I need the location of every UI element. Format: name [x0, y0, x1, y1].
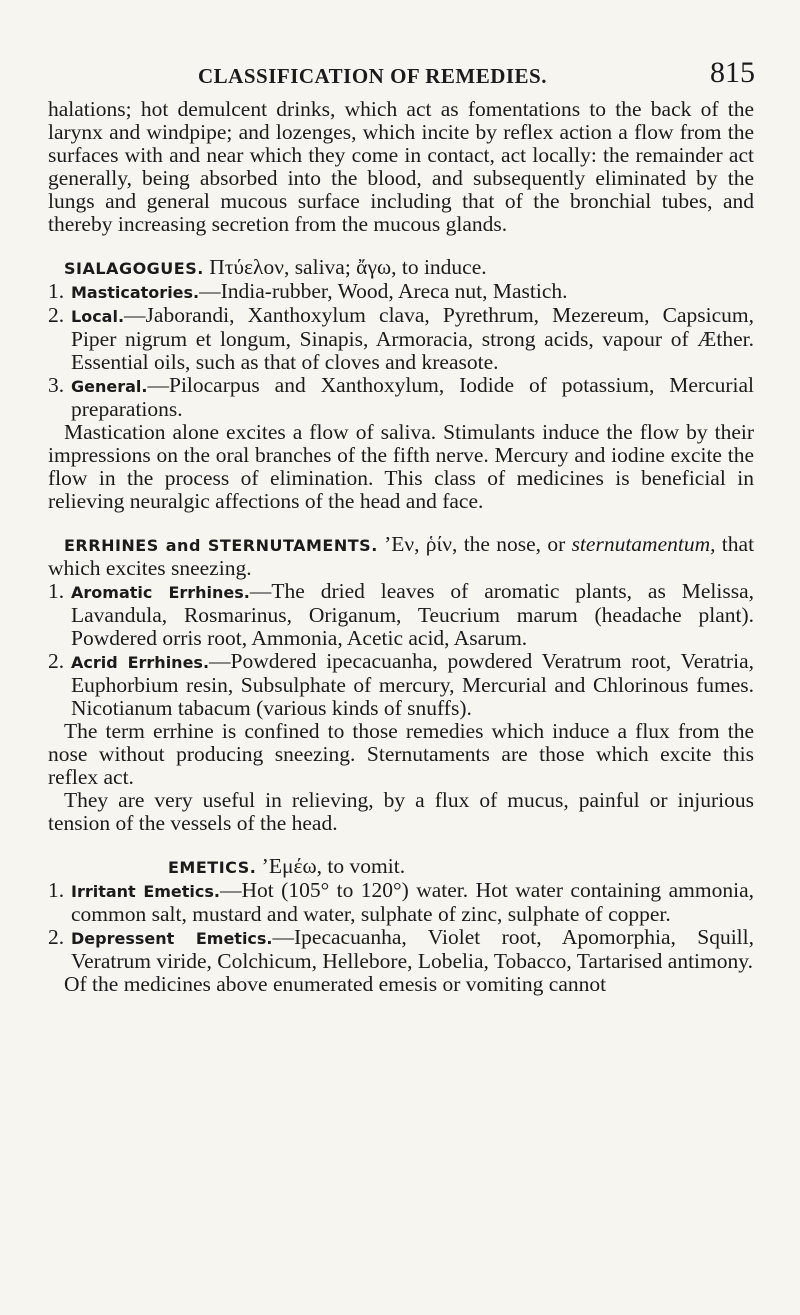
list-item-label: General. — [71, 377, 148, 396]
sialagogues-paragraph: Mastication alone excites a flow of saliva. Stimulants induce the flow by their impressions on the oral branches of the fifth nerve. Mercury and iodine excite the flow in the process of elimination. This class of medicines is beneficial in relieving neuralgic affections of the head and face. — [48, 420, 754, 513]
list-item — [48, 374, 754, 421]
list-item-number: 3. — [48, 373, 65, 397]
page-header — [0, 58, 800, 98]
running-head: CLASSIFICATION OF REMEDIES. — [198, 64, 547, 88]
list-item-label: Irritant Emetics. — [71, 882, 220, 901]
list-item-number: 1. — [48, 279, 65, 303]
emetics-heading: EMETICS. — [168, 858, 257, 877]
list-item — [48, 280, 754, 304]
page-body — [48, 98, 754, 996]
list-item-label: Local. — [71, 307, 125, 326]
sialagogues-heading: SIALAGOGUES. — [64, 259, 204, 278]
emetics-paragraph: Of the medicines above enumerated emesis or vomiting cannot — [64, 972, 607, 996]
errhines-etymology-tail: that which excites sneezing. — [48, 532, 755, 580]
list-item-number: 2. — [48, 925, 65, 949]
errhines-etymology: ’Εν, ῥίν, the nose, or — [384, 532, 566, 556]
emetics-etymology: ’Εμέω, to vomit. — [261, 854, 406, 878]
list-item — [48, 650, 754, 720]
page-number: 815 — [710, 56, 755, 89]
list-item — [48, 879, 754, 926]
errhines-paragraph-1: The term errhine is confined to those remedies which induce a flux from the nose without producing sneezing. Sternutaments are those which excite this reflex act. — [48, 719, 754, 789]
list-item-text: —India-rubber, Wood, Areca nut, Mastich. — [199, 279, 568, 303]
list-item — [48, 926, 754, 973]
sialagogues-etymology: Πτύελον, saliva; ἄγω, to induce. — [209, 255, 487, 279]
list-item — [48, 580, 754, 650]
intro-paragraph: halations; hot demulcent drinks, which act as fomentations to the back of the larynx and windpipe; and lozenges, which incite by reflex action a flow from the surfaces with and near which they come in contact, act locally: the remainder act generally, being absorbed into the blood, and subsequently eliminated by the lungs and general mucous surface including that of the bronchial tubes, and thereby increasing secretion from the mucous glands. — [48, 97, 754, 236]
errhines-heading: ERRHINES and STERNUTAMENTS. — [64, 536, 378, 555]
list-item-text: —Pilocarpus and Xanthoxylum, Iodide of potassium, Mercurial preparations. — [71, 373, 754, 421]
list-item-text: —Ipecacuanha, Violet root, Apomorphia, Squill, Veratrum viride, Colchicum, Hellebore, Lobelia, Tobacco, Tartarised antimony. — [71, 925, 754, 973]
list-item-label: Aromatic Errhines. — [71, 583, 250, 602]
list-item-number: 1. — [48, 878, 65, 902]
list-item-label: Masticatories. — [71, 283, 200, 302]
list-item-text: —Hot (105° to 120°) water. Hot water containing ammonia, common salt, mustard and water, sulphate of zinc, sulphate of copper. — [71, 878, 754, 926]
list-item-number: 2. — [48, 649, 65, 673]
errhines-etymology-italic: sternutamentum, — [571, 532, 716, 556]
list-item-text: —Jaborandi, Xanthoxylum clava, Pyrethrum, Mezereum, Capsicum, Piper nigrum et longum, Sinapis, Armoracia, strong acids, vapour of Æther. Essential oils, such as that of cloves and kreasote. — [71, 303, 754, 374]
list-item-label: Acrid Errhines. — [71, 653, 210, 672]
sialagogues-heading-line — [48, 256, 754, 280]
emetics-heading-line — [48, 855, 754, 879]
errhines-heading-line — [48, 533, 754, 580]
list-item-number: 1. — [48, 579, 65, 603]
errhines-paragraph-2: They are very useful in relieving, by a flux of mucus, painful or injurious tension of the vessels of the head. — [48, 788, 754, 835]
list-item-label: Depressent Emetics. — [71, 929, 273, 948]
list-item-text: —The dried leaves of aromatic plants, as Melissa, Lavandula, Rosmarinus, Origanum, Teucrium marum (headache plant). Powdered orris root, Ammonia, Acetic acid, Asarum. — [71, 579, 754, 650]
list-item-text: —Powdered ipecacuanha, powdered Veratrum root, Veratria, Euphorbium resin, Subsulphate of mercury, Mercurial and Chlorinous fumes. Nicotianum tabacum (various kinds of snuffs). — [71, 649, 754, 720]
list-item — [48, 304, 754, 374]
list-item-number: 2. — [48, 303, 65, 327]
